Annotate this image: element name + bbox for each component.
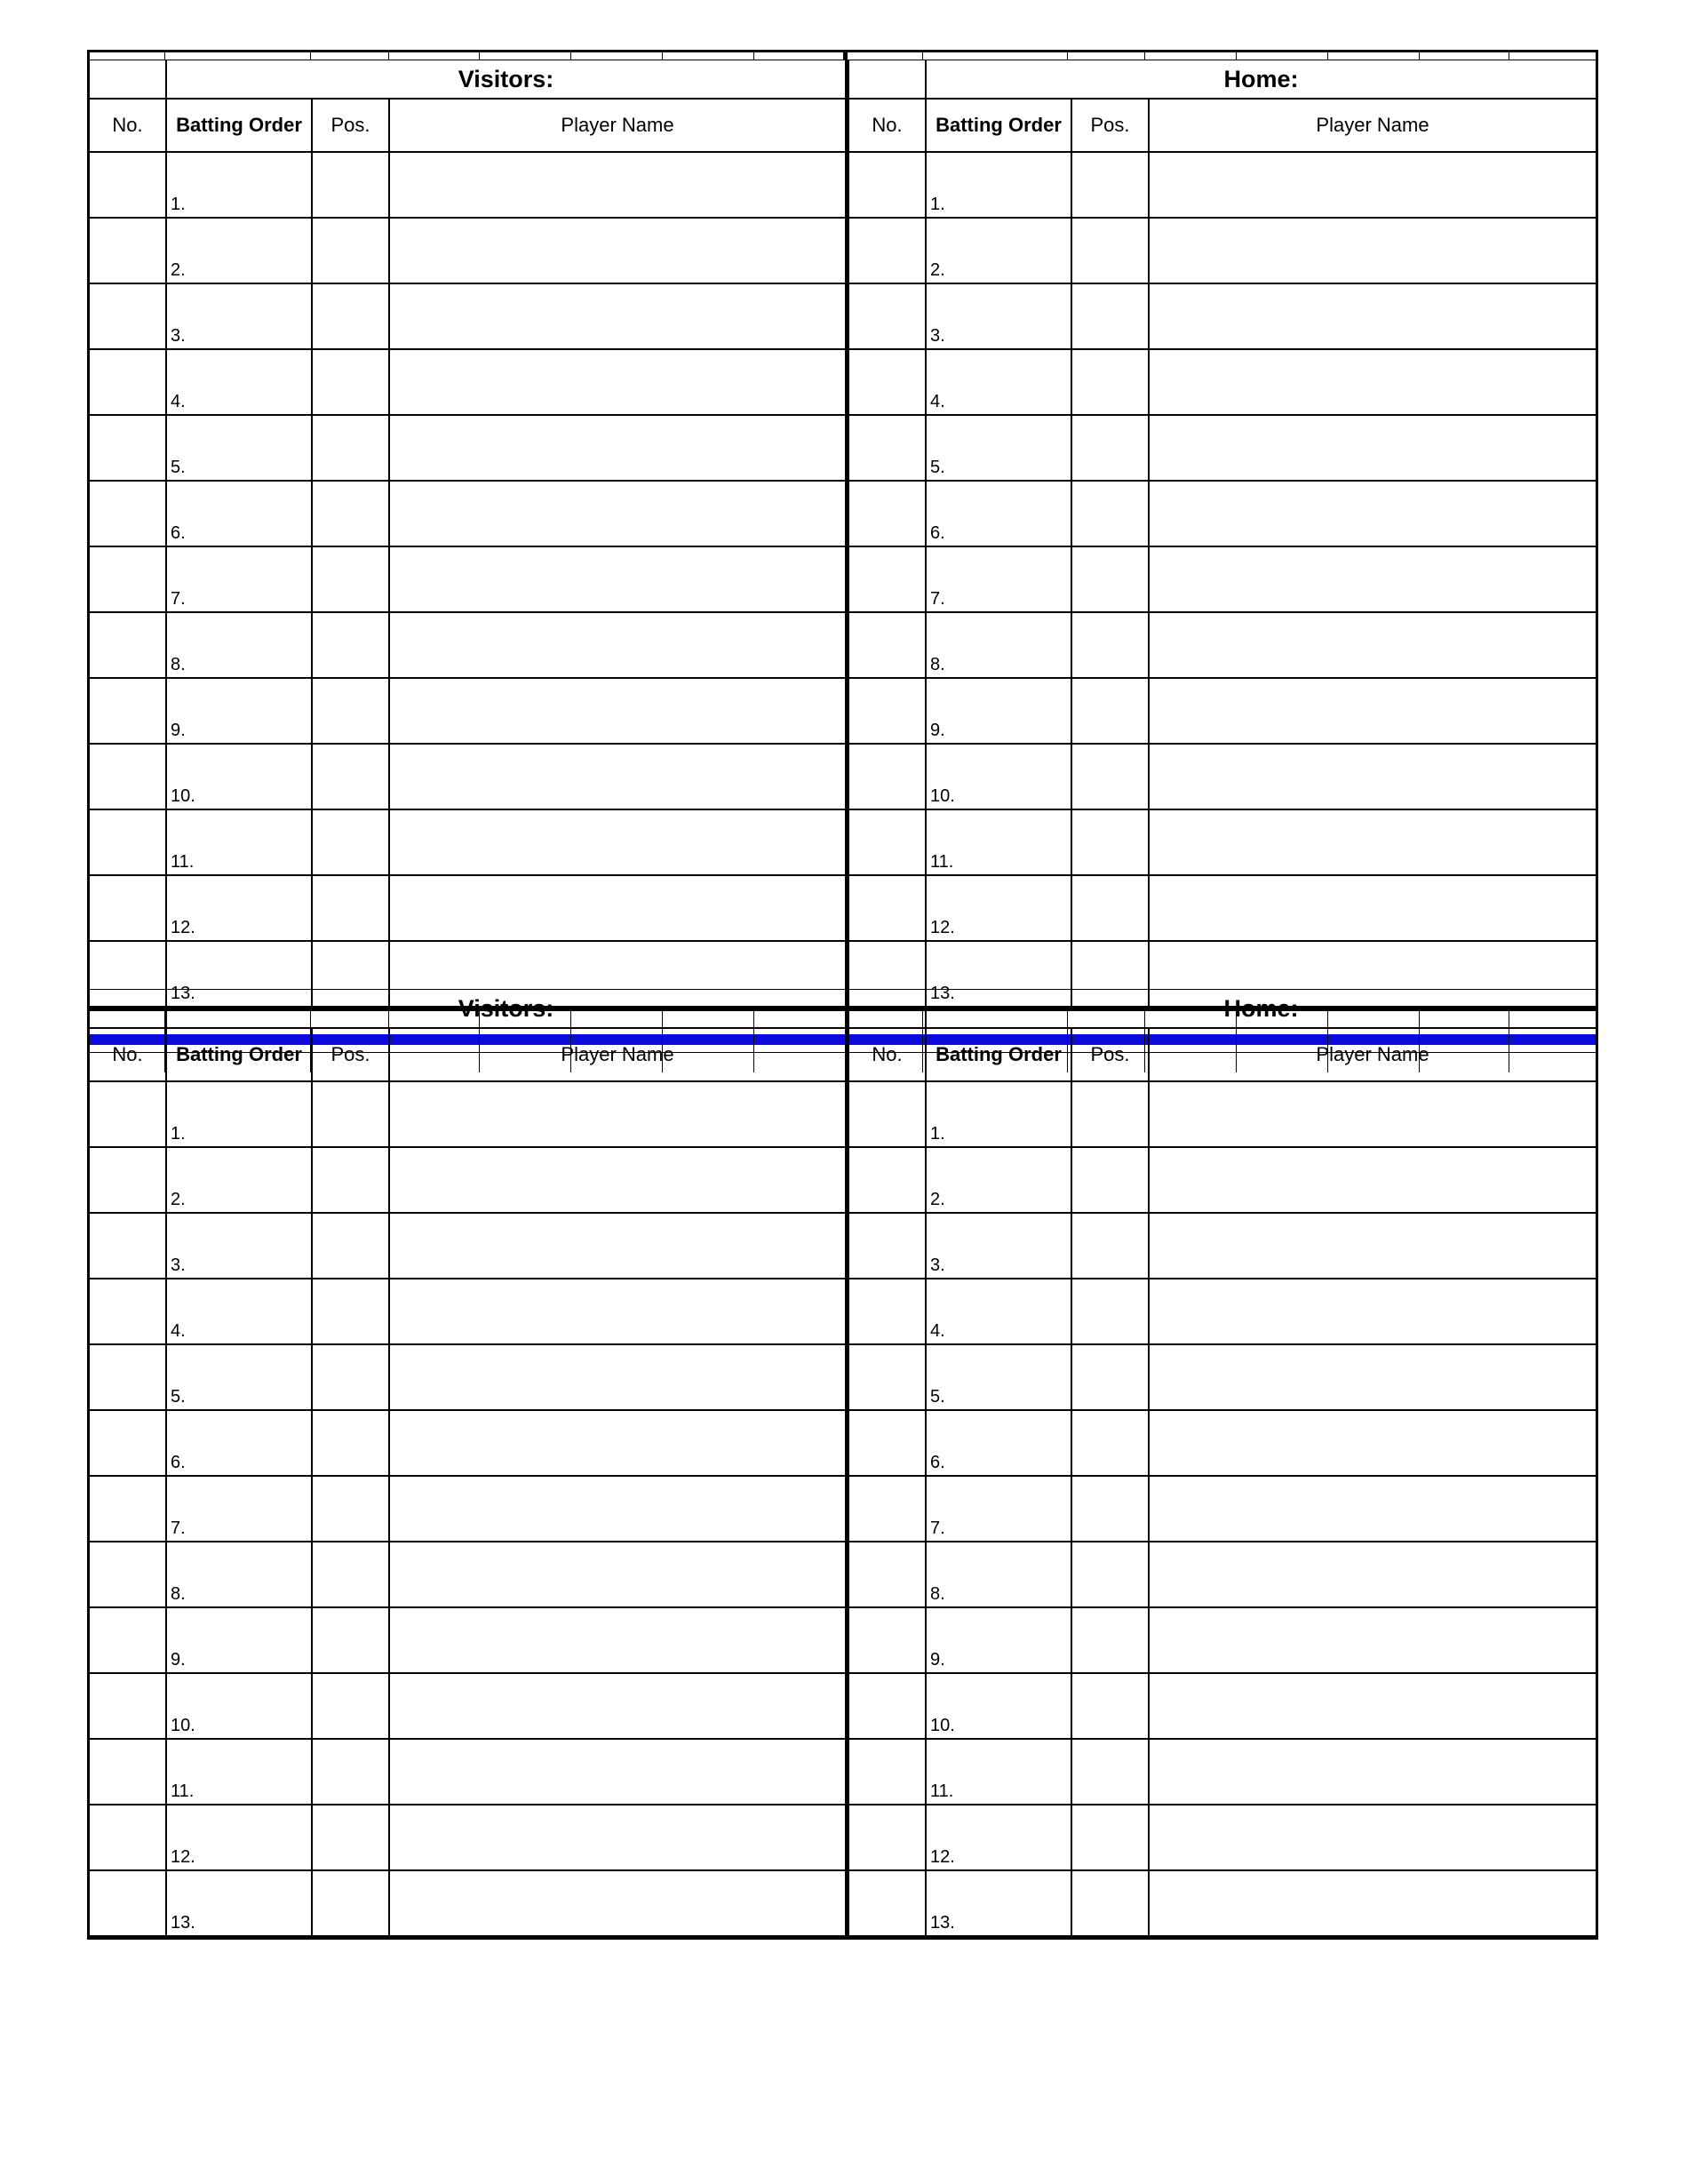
table-row — [90, 1673, 845, 1739]
player-name-cell[interactable] — [1149, 1870, 1596, 1936]
blank-cell — [849, 60, 926, 99]
batting-order-cell: 9. — [166, 678, 312, 744]
batting-order-cell: 5. — [166, 1344, 312, 1410]
player-name-cell[interactable] — [1149, 349, 1596, 415]
table-row — [90, 744, 845, 809]
pos-cell[interactable] — [312, 1739, 389, 1805]
no-cell[interactable] — [849, 744, 926, 809]
player-name-header: Player Name — [389, 99, 845, 152]
pos-cell[interactable] — [1071, 1081, 1149, 1147]
no-cell[interactable] — [849, 481, 926, 546]
pos-cell[interactable] — [312, 1673, 389, 1739]
no-cell[interactable] — [90, 1279, 166, 1344]
no-cell[interactable] — [849, 1147, 926, 1213]
pos-cell[interactable] — [1071, 1476, 1149, 1542]
player-name-cell[interactable] — [389, 678, 845, 744]
pos-cell[interactable] — [312, 744, 389, 809]
pos-cell[interactable] — [312, 1279, 389, 1344]
no-cell[interactable] — [849, 1213, 926, 1279]
batting-order-cell: 6. — [166, 1410, 312, 1476]
pos-cell[interactable] — [312, 612, 389, 678]
no-cell[interactable] — [90, 1410, 166, 1476]
no-cell[interactable] — [849, 875, 926, 941]
no-cell[interactable] — [849, 1673, 926, 1739]
pos-cell[interactable] — [312, 1147, 389, 1213]
pos-cell[interactable] — [1071, 1147, 1149, 1213]
pos-cell[interactable] — [1071, 1344, 1149, 1410]
no-cell[interactable] — [90, 481, 166, 546]
no-cell[interactable] — [90, 1542, 166, 1607]
batting-order-cell: 10. — [926, 1673, 1071, 1739]
pos-cell[interactable] — [1071, 1279, 1149, 1344]
lineup-sheet-bottom — [87, 989, 1598, 1940]
table-row — [849, 678, 1596, 744]
table-row — [849, 612, 1596, 678]
batting-order-cell: 4. — [166, 349, 312, 415]
batting-order-header: Batting Order — [166, 99, 312, 152]
pos-header: Pos. — [1071, 99, 1149, 152]
table-row — [849, 546, 1596, 612]
player-name-cell[interactable] — [389, 349, 845, 415]
table-row — [849, 152, 1596, 218]
batting-order-cell: 13. — [166, 941, 312, 1007]
player-name-cell[interactable] — [389, 415, 845, 481]
batting-order-cell: 5. — [926, 1344, 1071, 1410]
table-row — [849, 1805, 1596, 1870]
table-row — [849, 1344, 1596, 1410]
batting-order-cell: 3. — [166, 283, 312, 349]
pos-cell[interactable] — [312, 218, 389, 283]
home-title: Home: — [926, 990, 1596, 1028]
no-header: No. — [90, 99, 166, 152]
no-cell[interactable] — [849, 349, 926, 415]
visitors-title: Visitors: — [166, 60, 845, 99]
player-name-cell[interactable] — [1149, 546, 1596, 612]
table-row — [90, 1410, 845, 1476]
batting-order-header: Batting Order — [926, 1028, 1071, 1081]
batting-order-cell: 2. — [166, 218, 312, 283]
table-row — [90, 1542, 845, 1607]
batting-order-cell: 9. — [926, 678, 1071, 744]
player-name-cell[interactable] — [389, 1213, 845, 1279]
batting-order-cell: 5. — [166, 415, 312, 481]
no-cell[interactable] — [90, 1081, 166, 1147]
batting-order-cell: 12. — [926, 1805, 1071, 1870]
batting-order-cell: 11. — [166, 1739, 312, 1805]
no-cell[interactable] — [849, 1739, 926, 1805]
player-name-cell[interactable] — [1149, 1542, 1596, 1607]
player-name-cell[interactable] — [389, 481, 845, 546]
player-name-cell[interactable] — [389, 218, 845, 283]
no-cell[interactable] — [90, 1213, 166, 1279]
table-row — [90, 415, 845, 481]
batting-order-cell: 8. — [926, 612, 1071, 678]
no-cell[interactable] — [849, 1542, 926, 1607]
no-header: No. — [90, 1028, 166, 1081]
no-cell[interactable] — [90, 1739, 166, 1805]
batting-order-cell: 10. — [926, 744, 1071, 809]
pos-cell[interactable] — [1071, 612, 1149, 678]
player-name-cell[interactable] — [1149, 1147, 1596, 1213]
batting-order-cell: 3. — [166, 1213, 312, 1279]
pos-cell[interactable] — [1071, 415, 1149, 481]
pos-cell[interactable] — [312, 1410, 389, 1476]
player-name-cell[interactable] — [1149, 809, 1596, 875]
batting-order-cell: 8. — [166, 1542, 312, 1607]
player-name-cell[interactable] — [1149, 152, 1596, 218]
pos-cell[interactable] — [312, 152, 389, 218]
pos-cell[interactable] — [1071, 283, 1149, 349]
player-name-cell[interactable] — [389, 1476, 845, 1542]
pos-cell[interactable] — [1071, 1607, 1149, 1673]
pos-cell[interactable] — [312, 1081, 389, 1147]
batting-order-cell: 10. — [166, 744, 312, 809]
batting-order-cell: 8. — [926, 1542, 1071, 1607]
player-name-cell[interactable] — [389, 809, 845, 875]
pos-cell[interactable] — [1071, 678, 1149, 744]
pos-cell[interactable] — [1071, 1739, 1149, 1805]
player-name-cell[interactable] — [1149, 612, 1596, 678]
table-row — [849, 1476, 1596, 1542]
no-cell[interactable] — [849, 1410, 926, 1476]
pos-header: Pos. — [1071, 1028, 1149, 1081]
pos-cell[interactable] — [1071, 152, 1149, 218]
player-name-cell[interactable] — [389, 283, 845, 349]
no-cell[interactable] — [90, 1476, 166, 1542]
batting-order-cell: 6. — [166, 481, 312, 546]
pos-cell[interactable] — [1071, 481, 1149, 546]
pos-cell[interactable] — [1071, 1673, 1149, 1739]
batting-order-cell: 11. — [926, 809, 1071, 875]
table-row — [849, 1410, 1596, 1476]
batting-order-cell: 13. — [926, 1870, 1071, 1936]
player-name-cell[interactable] — [1149, 481, 1596, 546]
batting-order-cell: 1. — [166, 152, 312, 218]
player-name-header: Player Name — [389, 1028, 845, 1081]
no-header: No. — [849, 99, 926, 152]
player-name-cell[interactable] — [389, 152, 845, 218]
table-row — [90, 1476, 845, 1542]
blank-cell — [849, 990, 926, 1028]
batting-order-cell: 4. — [166, 1279, 312, 1344]
batting-order-cell: 5. — [926, 415, 1071, 481]
lineup-sheet-top — [87, 50, 1598, 1072]
table-row — [849, 875, 1596, 941]
table-row — [90, 1739, 845, 1805]
no-cell[interactable] — [849, 1344, 926, 1410]
batting-order-header: Batting Order — [926, 99, 1071, 152]
pos-cell[interactable] — [312, 1542, 389, 1607]
player-name-cell[interactable] — [389, 1870, 845, 1936]
no-cell[interactable] — [90, 152, 166, 218]
no-cell[interactable] — [849, 612, 926, 678]
blank-cell — [90, 60, 166, 99]
table-row — [90, 218, 845, 283]
batting-order-cell: 10. — [166, 1673, 312, 1739]
no-cell[interactable] — [90, 875, 166, 941]
batting-order-cell: 2. — [926, 1147, 1071, 1213]
batting-order-cell: 1. — [926, 152, 1071, 218]
pos-cell[interactable] — [312, 678, 389, 744]
player-name-cell[interactable] — [1149, 1739, 1596, 1805]
home-table — [849, 990, 1596, 1937]
player-name-cell[interactable] — [1149, 1673, 1596, 1739]
pos-cell[interactable] — [312, 1607, 389, 1673]
table-row — [849, 481, 1596, 546]
batting-order-cell: 8. — [166, 612, 312, 678]
pos-header: Pos. — [312, 99, 389, 152]
pos-cell[interactable] — [312, 1344, 389, 1410]
player-name-header: Player Name — [1149, 99, 1596, 152]
table-row — [849, 283, 1596, 349]
batting-order-cell: 13. — [166, 1870, 312, 1936]
batting-order-cell: 6. — [926, 1410, 1071, 1476]
table-row — [90, 1081, 845, 1147]
table-row — [90, 1279, 845, 1344]
table-row — [90, 1805, 845, 1870]
player-name-cell[interactable] — [1149, 1410, 1596, 1476]
header-strip — [87, 50, 1598, 60]
table-row — [90, 1607, 845, 1673]
no-cell[interactable] — [90, 1147, 166, 1213]
pos-cell[interactable] — [1071, 875, 1149, 941]
table-row — [849, 1673, 1596, 1739]
table-row — [849, 1279, 1596, 1344]
pos-cell[interactable] — [1071, 546, 1149, 612]
pos-cell[interactable] — [1071, 1542, 1149, 1607]
player-name-cell[interactable] — [1149, 283, 1596, 349]
no-cell[interactable] — [90, 218, 166, 283]
table-row — [849, 1147, 1596, 1213]
visitors-table — [90, 990, 849, 1937]
table-row — [90, 481, 845, 546]
no-cell[interactable] — [90, 415, 166, 481]
batting-order-cell: 13. — [926, 941, 1071, 1007]
batting-order-cell: 7. — [166, 546, 312, 612]
player-name-cell[interactable] — [389, 546, 845, 612]
no-cell[interactable] — [849, 1081, 926, 1147]
table-row — [849, 1870, 1596, 1936]
table-row — [849, 809, 1596, 875]
player-name-cell[interactable] — [389, 1147, 845, 1213]
player-name-header: Player Name — [1149, 1028, 1596, 1081]
table-row — [90, 1870, 845, 1936]
no-cell[interactable] — [849, 1607, 926, 1673]
player-name-cell[interactable] — [1149, 1476, 1596, 1542]
pos-cell[interactable] — [312, 809, 389, 875]
player-name-cell[interactable] — [389, 875, 845, 941]
pos-cell[interactable] — [1071, 1870, 1149, 1936]
batting-order-cell: 12. — [926, 875, 1071, 941]
pos-cell[interactable] — [1071, 809, 1149, 875]
table-row — [90, 678, 845, 744]
batting-order-cell: 7. — [166, 1476, 312, 1542]
table-row — [90, 152, 845, 218]
batting-order-cell: 12. — [166, 1805, 312, 1870]
batting-order-cell: 11. — [926, 1739, 1071, 1805]
player-name-cell[interactable] — [389, 1739, 845, 1805]
player-name-cell[interactable] — [389, 1344, 845, 1410]
table-row — [90, 809, 845, 875]
player-name-cell[interactable] — [1149, 678, 1596, 744]
pos-cell[interactable] — [1071, 349, 1149, 415]
pos-cell[interactable] — [312, 349, 389, 415]
player-name-cell[interactable] — [1149, 1279, 1596, 1344]
player-name-cell[interactable] — [1149, 1607, 1596, 1673]
table-row — [90, 875, 845, 941]
pos-cell[interactable] — [1071, 1805, 1149, 1870]
batting-order-cell: 3. — [926, 283, 1071, 349]
table-row — [90, 283, 845, 349]
table-row — [90, 1147, 845, 1213]
no-cell[interactable] — [849, 546, 926, 612]
table-row — [90, 546, 845, 612]
player-name-cell[interactable] — [1149, 1081, 1596, 1147]
no-cell[interactable] — [90, 1870, 166, 1936]
pos-cell[interactable] — [312, 481, 389, 546]
no-cell[interactable] — [90, 809, 166, 875]
no-cell[interactable] — [849, 809, 926, 875]
batting-order-cell: 2. — [166, 1147, 312, 1213]
batting-order-cell: 7. — [926, 1476, 1071, 1542]
visitors-title: Visitors: — [166, 990, 845, 1028]
player-name-cell[interactable] — [389, 1410, 845, 1476]
player-name-cell[interactable] — [389, 1805, 845, 1870]
no-cell[interactable] — [849, 415, 926, 481]
batting-order-cell: 4. — [926, 349, 1071, 415]
no-cell[interactable] — [849, 1870, 926, 1936]
batting-order-cell: 7. — [926, 546, 1071, 612]
player-name-cell[interactable] — [389, 744, 845, 809]
pos-header: Pos. — [312, 1028, 389, 1081]
lineup-block — [87, 60, 1598, 1010]
batting-order-cell: 12. — [166, 875, 312, 941]
home-table — [849, 60, 1596, 1008]
pos-cell[interactable] — [312, 546, 389, 612]
table-row — [849, 1081, 1596, 1147]
no-cell[interactable] — [90, 744, 166, 809]
table-row — [90, 612, 845, 678]
home-title: Home: — [926, 60, 1596, 99]
no-cell[interactable] — [849, 1805, 926, 1870]
batting-order-cell: 9. — [926, 1607, 1071, 1673]
player-name-cell[interactable] — [389, 612, 845, 678]
table-row — [90, 1213, 845, 1279]
no-cell[interactable] — [90, 546, 166, 612]
table-row — [849, 1739, 1596, 1805]
no-cell[interactable] — [849, 152, 926, 218]
lineup-block — [87, 989, 1598, 1940]
blank-cell — [90, 990, 166, 1028]
no-cell[interactable] — [90, 612, 166, 678]
table-row — [849, 1607, 1596, 1673]
player-name-cell[interactable] — [1149, 875, 1596, 941]
no-cell[interactable] — [849, 218, 926, 283]
no-cell[interactable] — [849, 678, 926, 744]
pos-cell[interactable] — [312, 1476, 389, 1542]
player-name-cell[interactable] — [389, 1673, 845, 1739]
visitors-table — [90, 60, 849, 1008]
player-name-cell[interactable] — [1149, 218, 1596, 283]
no-cell[interactable] — [90, 1673, 166, 1739]
player-name-cell[interactable] — [1149, 1213, 1596, 1279]
pos-cell[interactable] — [1071, 218, 1149, 283]
no-cell[interactable] — [90, 1607, 166, 1673]
batting-order-cell: 3. — [926, 1213, 1071, 1279]
batting-order-cell: 4. — [926, 1279, 1071, 1344]
no-cell[interactable] — [849, 283, 926, 349]
batting-order-cell: 9. — [166, 1607, 312, 1673]
player-name-cell[interactable] — [389, 1542, 845, 1607]
batting-order-cell: 1. — [166, 1081, 312, 1147]
table-row — [849, 744, 1596, 809]
player-name-cell[interactable] — [1149, 1344, 1596, 1410]
player-name-cell[interactable] — [1149, 744, 1596, 809]
table-row — [849, 1213, 1596, 1279]
no-header: No. — [849, 1028, 926, 1081]
no-cell[interactable] — [849, 1279, 926, 1344]
batting-order-cell: 1. — [926, 1081, 1071, 1147]
table-row — [849, 218, 1596, 283]
no-cell[interactable] — [849, 1476, 926, 1542]
batting-order-cell: 11. — [166, 809, 312, 875]
batting-order-header: Batting Order — [166, 1028, 312, 1081]
player-name-cell[interactable] — [1149, 1805, 1596, 1870]
no-cell[interactable] — [90, 678, 166, 744]
table-row — [849, 349, 1596, 415]
pos-cell[interactable] — [312, 415, 389, 481]
no-cell[interactable] — [90, 1344, 166, 1410]
no-cell[interactable] — [90, 1805, 166, 1870]
no-cell[interactable] — [90, 283, 166, 349]
table-row — [90, 1344, 845, 1410]
no-cell[interactable] — [90, 349, 166, 415]
batting-order-cell: 2. — [926, 218, 1071, 283]
pos-cell[interactable] — [1071, 1213, 1149, 1279]
player-name-cell[interactable] — [1149, 415, 1596, 481]
pos-cell[interactable] — [1071, 744, 1149, 809]
pos-cell[interactable] — [312, 1870, 389, 1936]
pos-cell[interactable] — [312, 1805, 389, 1870]
player-name-cell[interactable] — [389, 1279, 845, 1344]
pos-cell[interactable] — [1071, 1410, 1149, 1476]
table-row — [90, 349, 845, 415]
player-name-cell[interactable] — [389, 1607, 845, 1673]
batting-order-cell: 6. — [926, 481, 1071, 546]
player-name-cell[interactable] — [389, 1081, 845, 1147]
table-row — [849, 415, 1596, 481]
pos-cell[interactable] — [312, 1213, 389, 1279]
table-row — [849, 1542, 1596, 1607]
pos-cell[interactable] — [312, 283, 389, 349]
pos-cell[interactable] — [312, 875, 389, 941]
